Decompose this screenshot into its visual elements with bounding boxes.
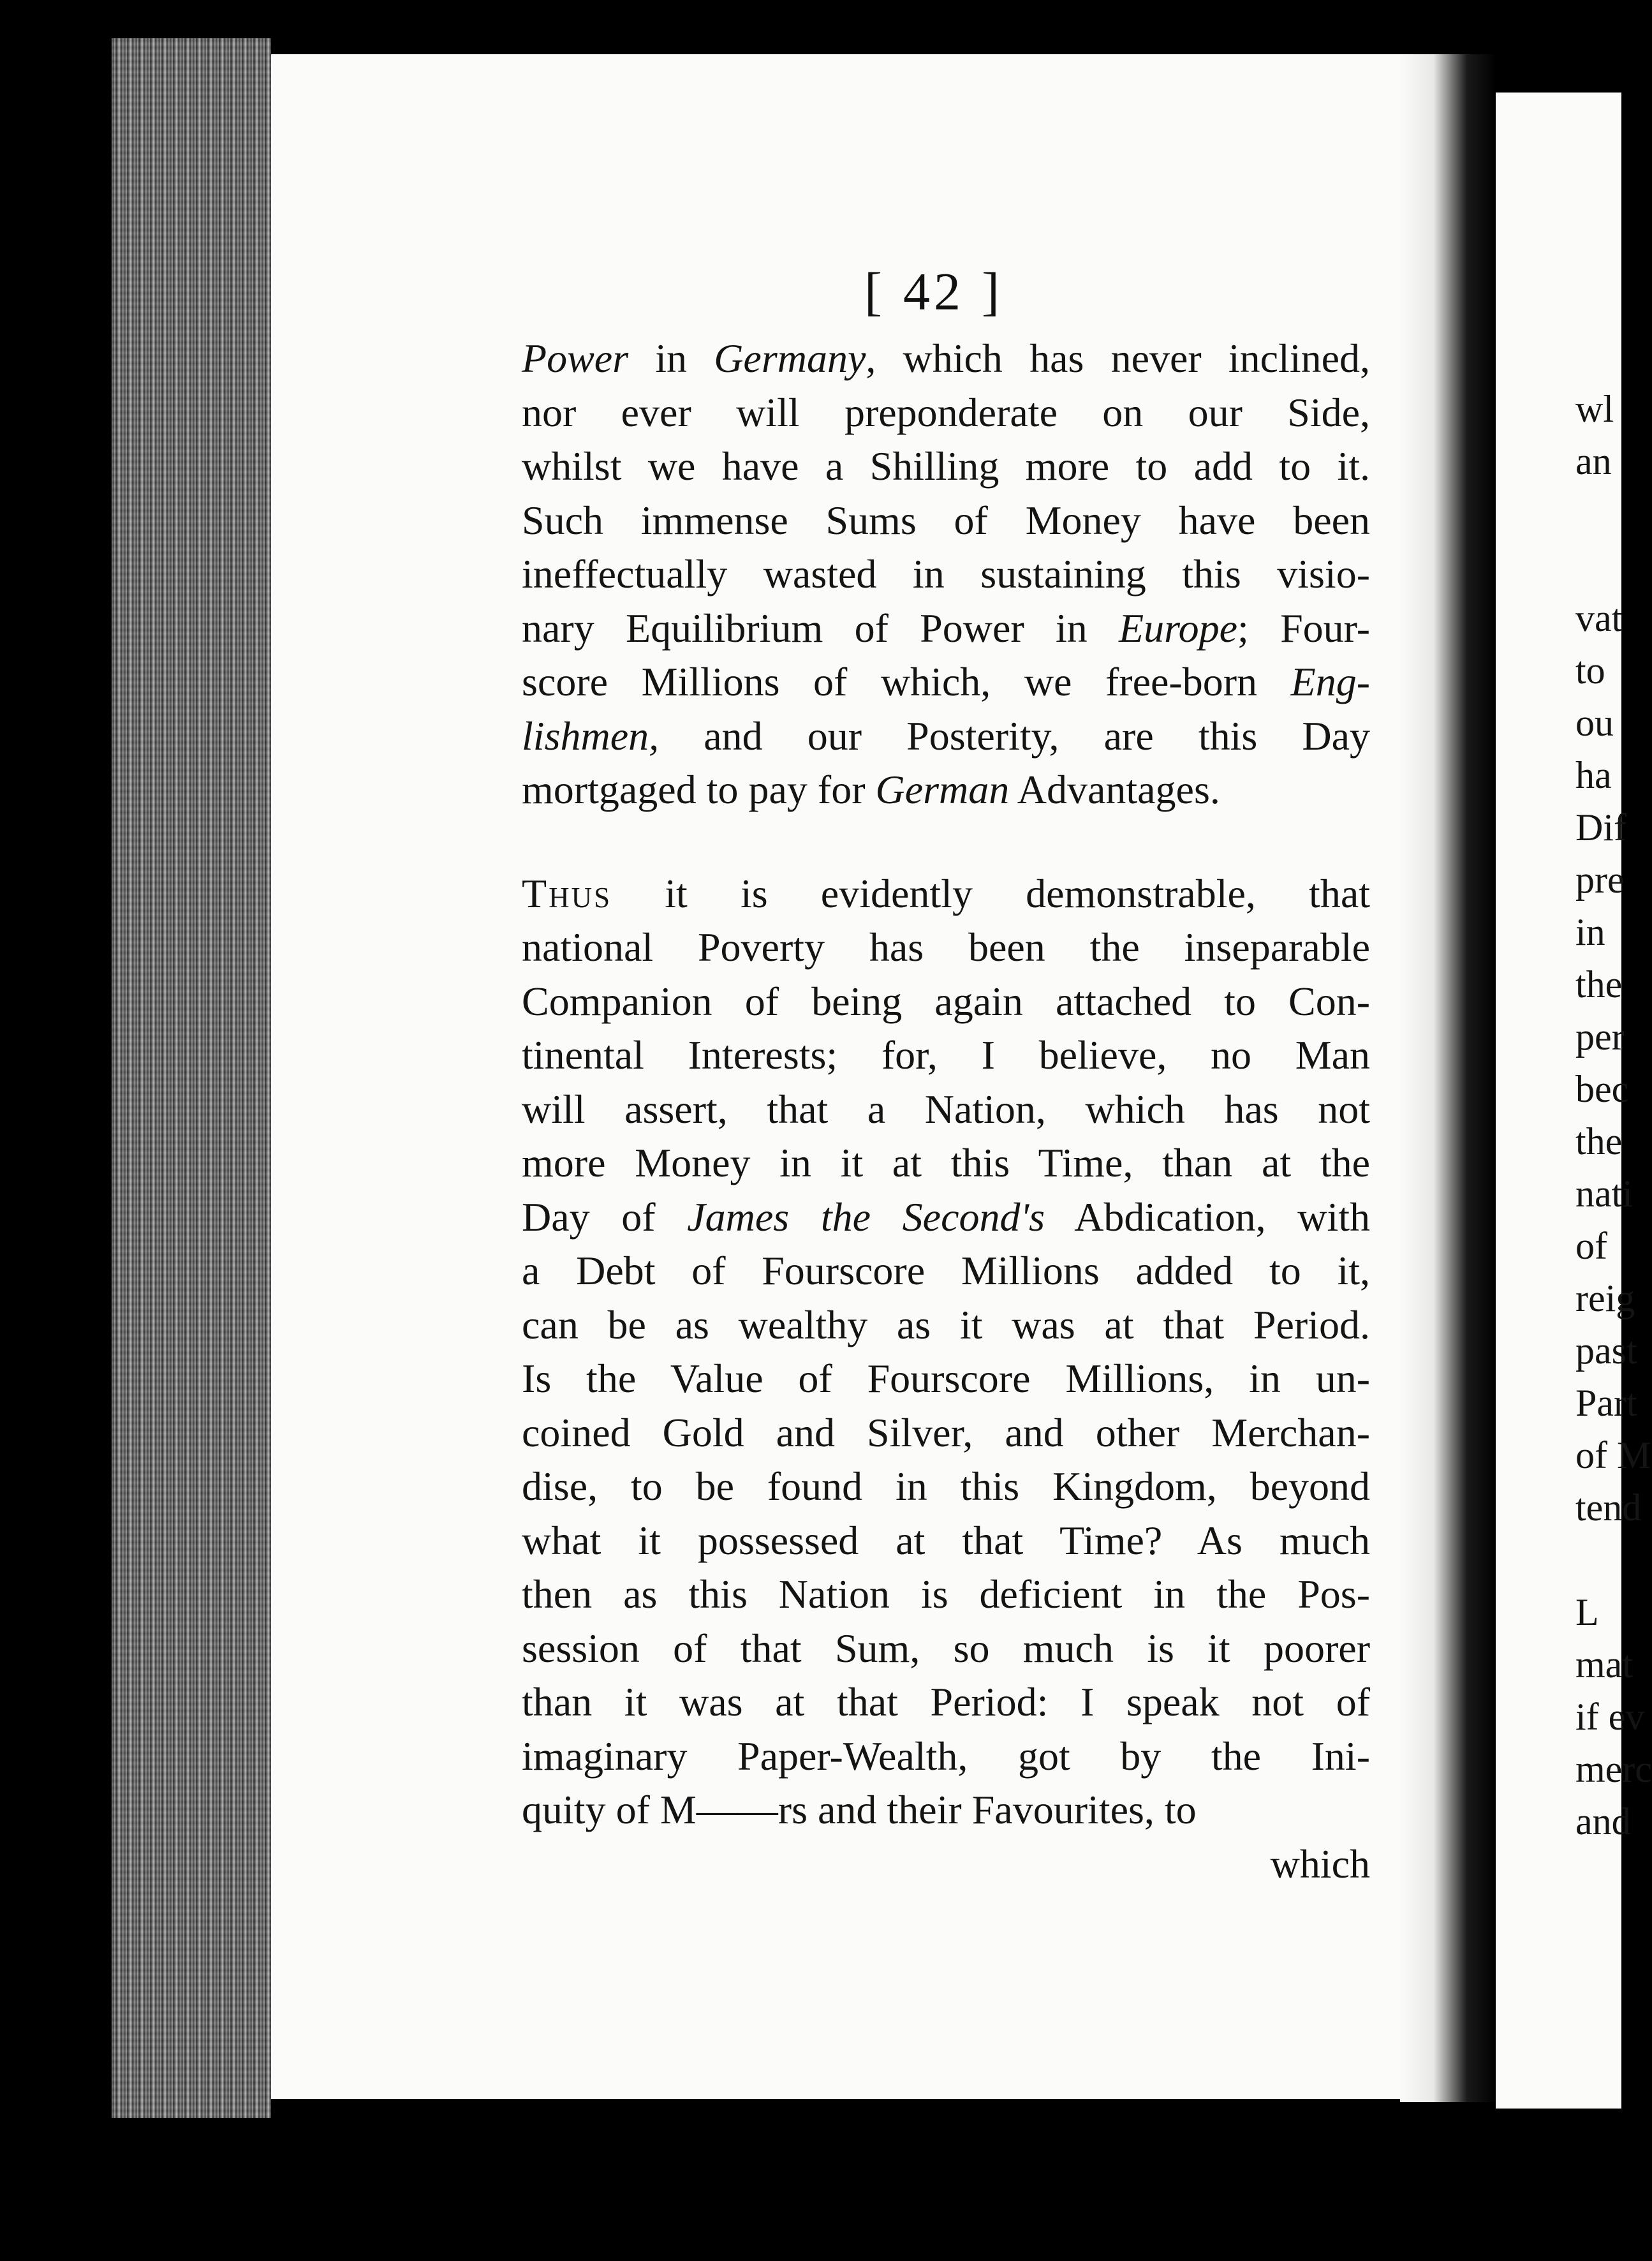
italic-run: German <box>875 767 1010 812</box>
text-line <box>522 763 1370 817</box>
facing-line-fragment: an <box>1575 440 1612 482</box>
facing-line-fragment: reig <box>1575 1277 1635 1319</box>
text-line <box>522 1244 1370 1298</box>
page-number: [ 42 ] <box>864 262 1003 322</box>
text-line <box>522 1783 1370 1837</box>
facing-line-fragment: to <box>1575 649 1605 692</box>
text-run: Companion of being again attached to Con- <box>522 978 1370 1024</box>
text-run: and our Posterity, are this Day <box>659 713 1370 759</box>
facing-line-fragment: past <box>1575 1330 1637 1372</box>
text-run: in <box>628 336 714 381</box>
facing-line-fragment: wl <box>1575 388 1614 430</box>
facing-line-fragment: the <box>1575 963 1623 1005</box>
text-run: dise, to be found in this Kingdom, beyond <box>522 1464 1370 1509</box>
text-run: Is the Value of Fourscore Millions, in un- <box>522 1356 1370 1401</box>
text-run: Day of <box>522 1194 688 1240</box>
text-run: quity of M——rs and their Favourites, to <box>522 1787 1197 1832</box>
italic-run: lishmen, <box>522 713 660 759</box>
page-edges <box>112 38 271 2118</box>
facing-line-fragment: per <box>1575 1016 1625 1058</box>
italic-run: Europe <box>1118 605 1238 651</box>
text-run: coined Gold and Silver, and other Merchan- <box>522 1409 1370 1455</box>
text-run: more Money in it at this Time, than at the <box>522 1140 1370 1185</box>
facing-line-fragment: vat <box>1575 597 1623 639</box>
text-line <box>522 655 1370 709</box>
facing-line-fragment: merc <box>1575 1748 1652 1790</box>
text-line <box>522 1568 1370 1622</box>
text-run: session of that Sum, so much is it poorer <box>522 1625 1370 1671</box>
text-line <box>522 602 1370 656</box>
facing-line-fragment: Dif <box>1575 806 1626 849</box>
text-run: nor ever will preponderate on our Side, <box>522 389 1370 435</box>
facing-line-fragment: nati <box>1575 1173 1633 1215</box>
text-line <box>522 547 1370 602</box>
text-run: ; Four- <box>1237 605 1370 651</box>
facing-line-fragment: of <box>1575 1225 1607 1267</box>
italic-run: Eng- <box>1290 659 1370 704</box>
text-line <box>522 1136 1370 1190</box>
text-run: can be as wealthy as it was at that Period. <box>522 1301 1370 1347</box>
text-run: nary Equilibrium of Power in <box>522 605 1119 651</box>
text-line <box>522 1622 1370 1676</box>
facing-line-fragment: in <box>1575 911 1605 953</box>
text-line <box>522 1406 1370 1460</box>
text-line <box>522 386 1370 440</box>
facing-line-fragment: and <box>1575 1800 1631 1842</box>
text-run: imaginary Paper-Wealth, got by the Ini- <box>522 1733 1370 1779</box>
text-line <box>522 1352 1370 1406</box>
text-line <box>522 1730 1370 1784</box>
text-run: ineffectually wasted in sustaining this visio- <box>522 551 1370 597</box>
text-line <box>522 975 1370 1029</box>
text-run: what it possessed at that Time? As much <box>522 1517 1370 1563</box>
italic-run: James the Second's <box>687 1194 1045 1240</box>
text-run: tinental Interests; for, I believe, no Man <box>522 1032 1370 1078</box>
facing-line-fragment: of M <box>1575 1434 1651 1476</box>
text-line <box>522 921 1370 975</box>
facing-line-fragment: ou <box>1575 702 1614 744</box>
text-run: Thus <box>522 870 612 916</box>
facing-line-fragment <box>1575 1534 1621 1586</box>
facing-line-fragment: bec <box>1575 1068 1629 1110</box>
text-run: it is evidently demonstrable, that <box>612 870 1370 916</box>
text-line <box>522 440 1370 494</box>
text-run: then as this Nation is deficient in the Pos- <box>522 1571 1370 1617</box>
gutter-shadow <box>1400 54 1496 2102</box>
text-line <box>522 867 1370 921</box>
facing-line-fragment: L <box>1575 1591 1599 1633</box>
catchword: which <box>1270 1841 1370 1887</box>
paragraph-gap <box>522 817 1370 867</box>
body-text <box>522 332 1370 1891</box>
facing-line-fragment: tend <box>1575 1486 1642 1529</box>
italic-run: Power <box>522 336 629 381</box>
text-run: a Debt of Fourscore Millions added to it, <box>522 1248 1370 1293</box>
facing-page-text <box>1575 383 1652 1848</box>
text-line <box>522 1460 1370 1514</box>
text-line <box>522 709 1370 764</box>
text-run: national Poverty has been the inseparable <box>522 924 1370 970</box>
text-line <box>522 332 1370 386</box>
text-line <box>522 1514 1370 1568</box>
text-line <box>522 1190 1370 1245</box>
text-run: Abdication, with <box>1045 1194 1371 1240</box>
text-run: Advantages. <box>1009 767 1220 812</box>
text-line <box>522 1298 1370 1353</box>
text-run: , which has never inclined, <box>866 336 1371 381</box>
facing-line-fragment: pre <box>1575 859 1625 901</box>
text-line <box>522 1675 1370 1730</box>
facing-line-fragment <box>1575 540 1621 592</box>
text-run: Such immense Sums of Money have been <box>522 497 1370 543</box>
facing-line-fragment: if ev <box>1575 1696 1645 1738</box>
facing-line-fragment: mat <box>1575 1643 1633 1686</box>
italic-run: Germany <box>714 336 866 381</box>
text-line <box>522 494 1370 548</box>
facing-line-fragment <box>1575 487 1621 540</box>
text-run: than it was at that Period: I speak not of <box>522 1679 1370 1724</box>
text-line <box>522 1028 1370 1083</box>
text-run: mortgaged to pay for <box>522 767 876 812</box>
text-run: whilst we have a Shilling more to add to it. <box>522 443 1370 489</box>
text-line <box>522 1083 1370 1137</box>
facing-line-fragment: Part <box>1575 1382 1637 1424</box>
text-run: will assert, that a Nation, which has not <box>522 1086 1370 1132</box>
text-run: score Millions of which, we free-born <box>522 659 1291 704</box>
facing-line-fragment: the <box>1575 1120 1623 1162</box>
facing-line-fragment: ha <box>1575 754 1612 796</box>
